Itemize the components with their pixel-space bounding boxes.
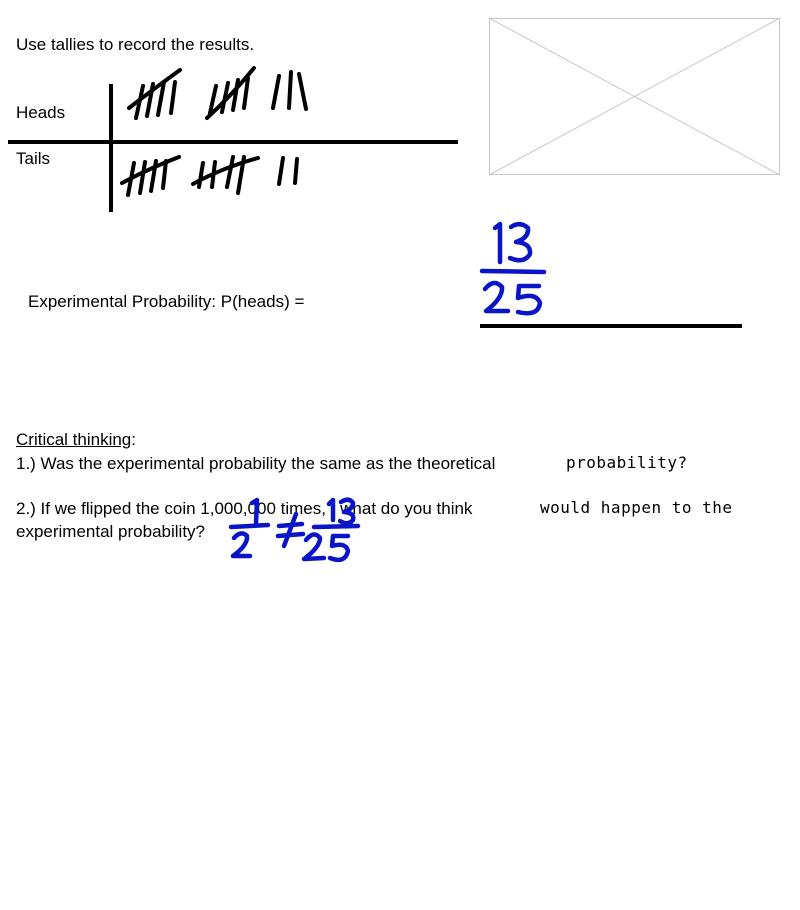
question-1: 1.) Was the experimental probability the same as the theoretical [16,454,496,473]
instructions-text: Use tallies to record the results. [16,35,255,54]
question-2-typed-answer[interactable]: would happen to the [540,498,733,517]
question-2-continuation: experimental probability? [16,522,205,541]
question-2: 2.) If we flipped the coin 1,000,000 times, , what do you think [16,499,473,518]
question-1-typed-answer[interactable]: probability? [566,453,688,472]
critical-thinking-colon: : [131,430,136,449]
experimental-probability-label: Experimental Probability: P(heads) = [28,292,305,311]
critical-thinking-title: Critical thinking [16,430,132,449]
row-label-heads: Heads [16,103,66,122]
row-label-tails: Tails [16,149,51,168]
